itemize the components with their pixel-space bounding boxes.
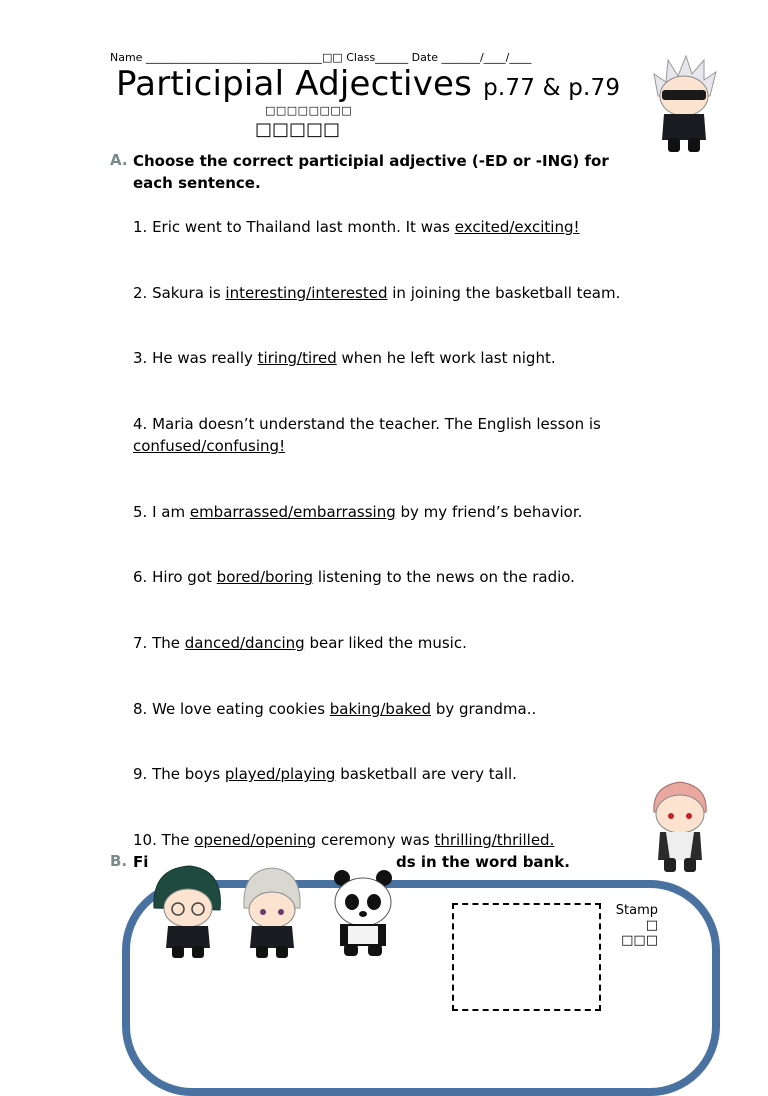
answer-choice: played/playing xyxy=(224,765,336,783)
subtitle-big: □□□□□ xyxy=(255,119,341,140)
answer-choice: excited/exciting! xyxy=(454,218,580,236)
stamp-label: Stamp □ □□□ xyxy=(615,903,658,948)
question-4: 4. Maria doesn’t understand the teacher. The English lesson is confused/confusing! xyxy=(133,415,601,455)
question-6: 6. Hiro got bored/boring listening to the news on the radio. xyxy=(133,568,575,586)
section-b-instruction-start: Fi xyxy=(133,853,149,871)
answer-choice: confused/confusing! xyxy=(133,437,286,455)
section-a-letter: A. xyxy=(110,151,128,169)
green-hair-chibi-icon xyxy=(148,862,228,960)
subtitle-small: □□□□□□□□ xyxy=(265,104,353,117)
section-a-instruction-line1: Choose the correct participial adjective (-ED or -ING) for xyxy=(133,152,609,170)
section-a-instruction-line2: each sentence. xyxy=(133,174,261,192)
answer-choice: tiring/tired xyxy=(257,349,337,367)
question-3: 3. He was really tiring/tired when he left work last night. xyxy=(133,349,556,367)
answer-choice: embarrassed/embarrassing xyxy=(189,503,396,521)
question-7: 7. The danced/dancing bear liked the music. xyxy=(133,634,467,652)
question-10: 10. The opened/opening ceremony was thrilling/thrilled. xyxy=(133,831,555,849)
answer-choice-2: thrilling/thrilled. xyxy=(434,831,555,849)
question-8: 8. We love eating cookies baking/baked by grandma.. xyxy=(133,700,537,718)
answer-choice: opened/opening xyxy=(194,831,317,849)
pink-hair-chibi-icon xyxy=(644,772,716,876)
section-a-instruction xyxy=(133,150,673,194)
answer-choice: bored/boring xyxy=(216,568,314,586)
question-9: 9. The boys played/playing basketball are very tall. xyxy=(133,765,517,783)
section-b-instruction-end: ds in the word bank. xyxy=(396,853,570,871)
name-class-date-line: Name ________________________________□□ Class______ Date _______/____/____ xyxy=(110,51,532,64)
stamp-box xyxy=(452,903,601,1011)
title-pages: p.77 & p.79 xyxy=(483,75,621,101)
silver-hair-chibi-icon xyxy=(236,864,308,960)
white-hair-chibi-icon xyxy=(648,52,720,156)
answer-choice: interesting/interested xyxy=(225,284,388,302)
panda-chibi-icon xyxy=(328,866,398,958)
question-2: 2. Sakura is interesting/interested in joining the basketball team. xyxy=(133,284,621,302)
title-main: Participial Adjectives xyxy=(116,64,473,104)
answer-choice: baking/baked xyxy=(329,700,432,718)
question-5: 5. I am embarrassed/embarrassing by my friend’s behavior. xyxy=(133,503,583,521)
section-b-letter: B. xyxy=(110,852,128,870)
answer-choice: danced/dancing xyxy=(184,634,305,652)
page-title xyxy=(116,64,620,104)
question-1: 1. Eric went to Thailand last month. It was excited/exciting! xyxy=(133,218,580,236)
